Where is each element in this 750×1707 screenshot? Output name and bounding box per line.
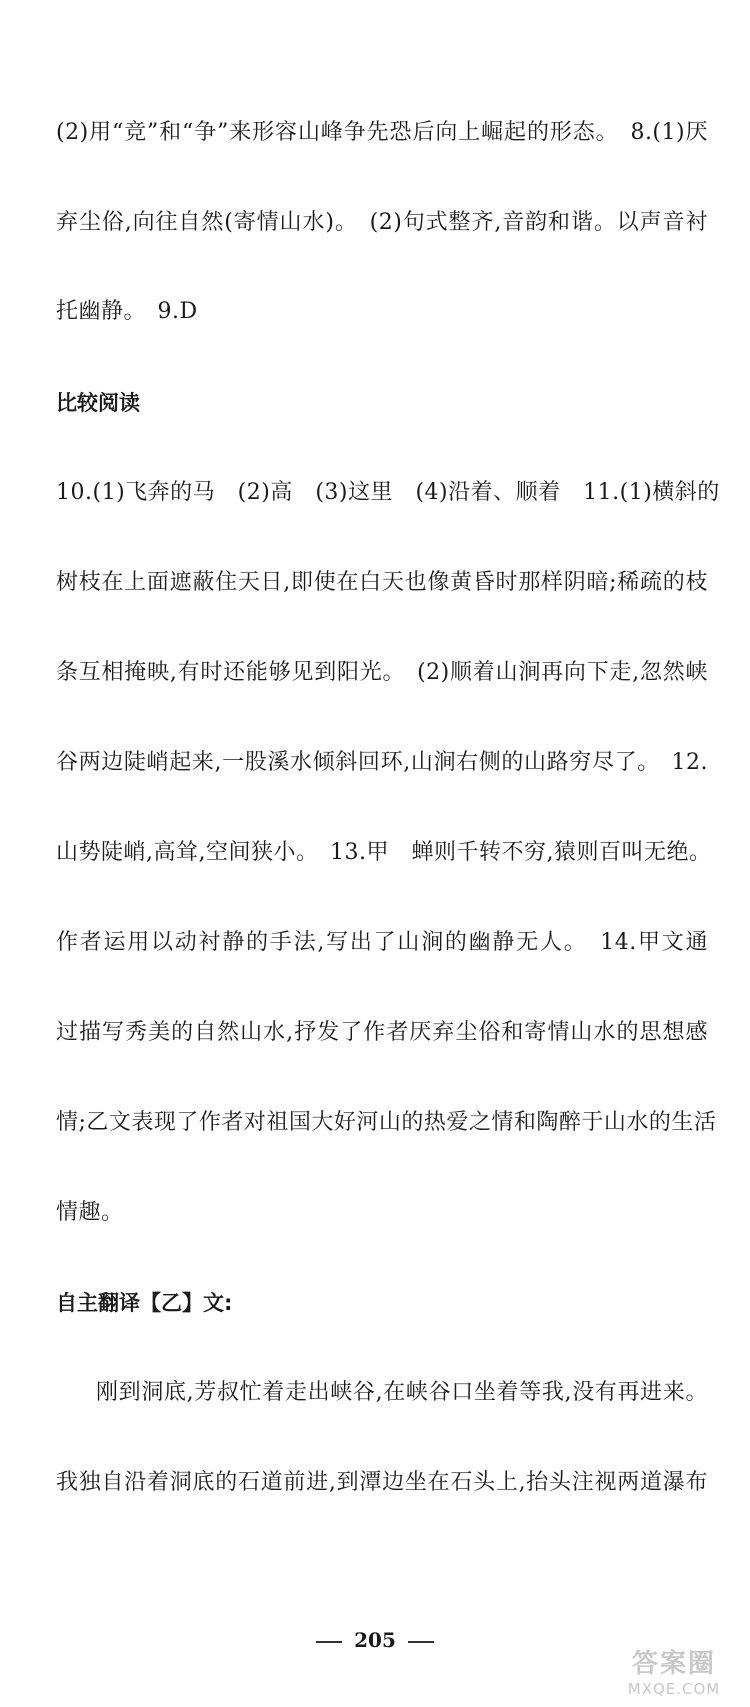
page-number-dash-left <box>316 1641 342 1643</box>
watermark-brand: 答案圈 <box>631 1649 716 1679</box>
answer-line-7: 谷两边陡峭起来,一股溪水倾斜回环,山涧右侧的山路穷尽了。 12. <box>56 750 708 775</box>
answer-line-6: 条互相掩映,有时还能够见到阳光。 (2)顺着山涧再向下走,忽然峡 <box>56 660 708 685</box>
page-number-dash-right <box>408 1641 434 1643</box>
translation-line-1: 刚到洞底,芳叔忙着走出峡谷,在峡谷口坐着等我,没有再进来。 <box>96 1380 708 1405</box>
answer-line-10: 过描写秀美的自然山水,抒发了作者厌弃尘俗和寄情山水的思想感 <box>56 1020 708 1045</box>
page-number-text: 205 <box>354 1628 396 1652</box>
watermark-url: MXQE.COM <box>627 1680 721 1698</box>
answer-line-3: 托幽静。 9.D <box>56 299 198 324</box>
section-heading-self-translation: 自主翻译【乙】文: <box>56 1291 233 1315</box>
answer-line-11: 情;乙文表现了作者对祖国大好河山的热爱之情和陶醉于山水的生活 <box>56 1110 717 1135</box>
answer-line-1: (2)用“竞”和“争”来形容山峰争先恐后向上崛起的形态。 8.(1)厌 <box>56 120 708 145</box>
answer-line-2: 弃尘俗,向往自然(寄情山水)。 (2)句式整齐,音韵和谐。以声音衬 <box>56 210 708 235</box>
translation-line-2: 我独自沿着洞底的石道前进,到潭边坐在石头上,抬头注视两道瀑布 <box>56 1470 708 1495</box>
answer-line-9: 作者运用以动衬静的手法,写出了山涧的幽静无人。 14.甲文通 <box>56 930 708 955</box>
answer-line-8: 山势陡峭,高耸,空间狭小。 13.甲 蝉则千转不穷,猿则百叫无绝。 <box>56 840 712 865</box>
answer-line-4: 10.(1)飞奔的马 (2)高 (3)这里 (4)沿着、顺着 11.(1)横斜的 <box>56 480 720 505</box>
answer-line-12: 情趣。 <box>56 1200 124 1225</box>
answer-line-5: 树枝在上面遮蔽住天日,即使在白天也像黄昏时那样阴暗;稀疏的枝 <box>56 570 708 595</box>
section-heading-compare-reading: 比较阅读 <box>56 391 140 415</box>
watermark <box>604 1648 744 1704</box>
